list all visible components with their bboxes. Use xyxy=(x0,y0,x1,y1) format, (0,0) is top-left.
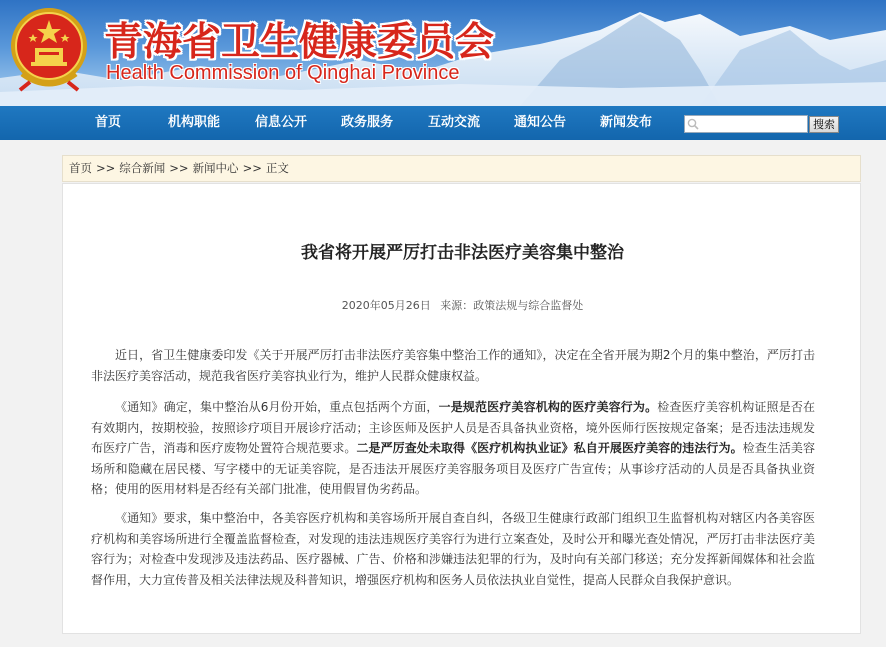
breadcrumb-separator: >> xyxy=(169,161,189,175)
breadcrumb-general-news[interactable]: 综合新闻 xyxy=(119,161,166,175)
nav-item-disclosure[interactable]: 信息公开 xyxy=(255,115,308,130)
paragraph-2-text-c: 检查医疗美容机构证照是否在有效期内，按期校验，按照诊疗项目开展诊疗活动；主诊医师及医护人员是否具备执业资格，境外医师行医按规定备案；是否违法违规发布医疗广告，消毒和医疗废物处置符合规范要求。 xyxy=(91,400,815,455)
site-title-en: Health Commission of Qinghai Province xyxy=(106,62,460,84)
search-button[interactable]: 搜索 xyxy=(809,116,839,133)
nav-item-functions[interactable]: 机构职能 xyxy=(168,115,221,130)
nav-item-services[interactable]: 政务服务 xyxy=(341,115,394,130)
nav-item-notices[interactable]: 通知公告 xyxy=(514,115,567,130)
search-icon xyxy=(687,118,699,130)
search-input[interactable] xyxy=(684,115,808,133)
breadcrumb-home[interactable]: 首页 xyxy=(69,161,92,175)
article-date: 2020年05月26日 xyxy=(341,299,431,312)
article-meta xyxy=(63,297,862,313)
paragraph-2-highlight-1: 一是规范医疗美容机构的医疗美容行为。 xyxy=(438,400,658,414)
paragraph-2-text-e: 检查生活美容场所和隐藏在居民楼、写字楼中的无证美容院，是否违法开展医疗美容服务项目及医疗广告宣传；从事诊疗活动的人员是否具备执业资格；使用的医用材料是否经有关部门批准，使用假冒伪劣药品。 xyxy=(91,441,815,496)
breadcrumb xyxy=(62,155,861,182)
site-title-cn: 青海省卫生健康委员会 xyxy=(104,20,495,65)
article-paragraph-2 xyxy=(91,397,815,500)
breadcrumb-news-center[interactable]: 新闻中心 xyxy=(192,161,239,175)
article-title: 我省将开展严厉打击非法医疗美容集中整治 xyxy=(301,243,624,263)
nav-item-interaction[interactable]: 互动交流 xyxy=(428,115,481,130)
paragraph-2-text-a: 《通知》确定，集中整治从6月份开始，重点包括两个方面， xyxy=(115,400,439,414)
national-emblem-icon xyxy=(8,4,90,92)
nav-item-home[interactable]: 首页 xyxy=(95,115,122,130)
site-banner xyxy=(0,0,886,106)
article-container xyxy=(62,183,861,634)
article-paragraph-1: 近日，省卫生健康委印发《关于开展严厉打击非法医疗美容集中整治工作的通知》，决定在全省开展为期2个月的集中整治，严厉打击非法医疗美容活动，规范我省医疗美容执业行为，维护人民群众健康权益。 xyxy=(91,348,815,383)
breadcrumb-separator: >> xyxy=(242,161,262,175)
article-source: 来源：政策法规与综合监督处 xyxy=(440,299,584,312)
article-paragraph-3: 《通知》要求，集中整治中，各美容医疗机构和美容场所开展自查自纠，各级卫生健康行政部门组织卫生监督机构对辖区内各美容医疗机构和美容场所进行全覆盖监督检查，对发现的违法违规医疗美容行为进行立案查处，及时公开和曝光查处情况，严厉打击非法医疗美容行为；对检查中发现涉及违法药品、医疗器械、广告、价格和涉嫌违法犯罪的行为，及时向有关部门移送；充分发挥新闻媒体和社会监督作用，大力宣传普及相关法律法规及科普知识，增强医疗机构和医务人员依法执业自觉性，提高人民群众自我保护意识。 xyxy=(91,511,815,587)
breadcrumb-current: 正文 xyxy=(265,161,289,175)
breadcrumb-separator: >> xyxy=(96,161,116,175)
nav-item-news[interactable]: 新闻发布 xyxy=(600,115,653,130)
paragraph-2-highlight-2: 二是严厉查处未取得《医疗机构执业证》私自开展医疗美容的违法行为。 xyxy=(356,441,743,455)
